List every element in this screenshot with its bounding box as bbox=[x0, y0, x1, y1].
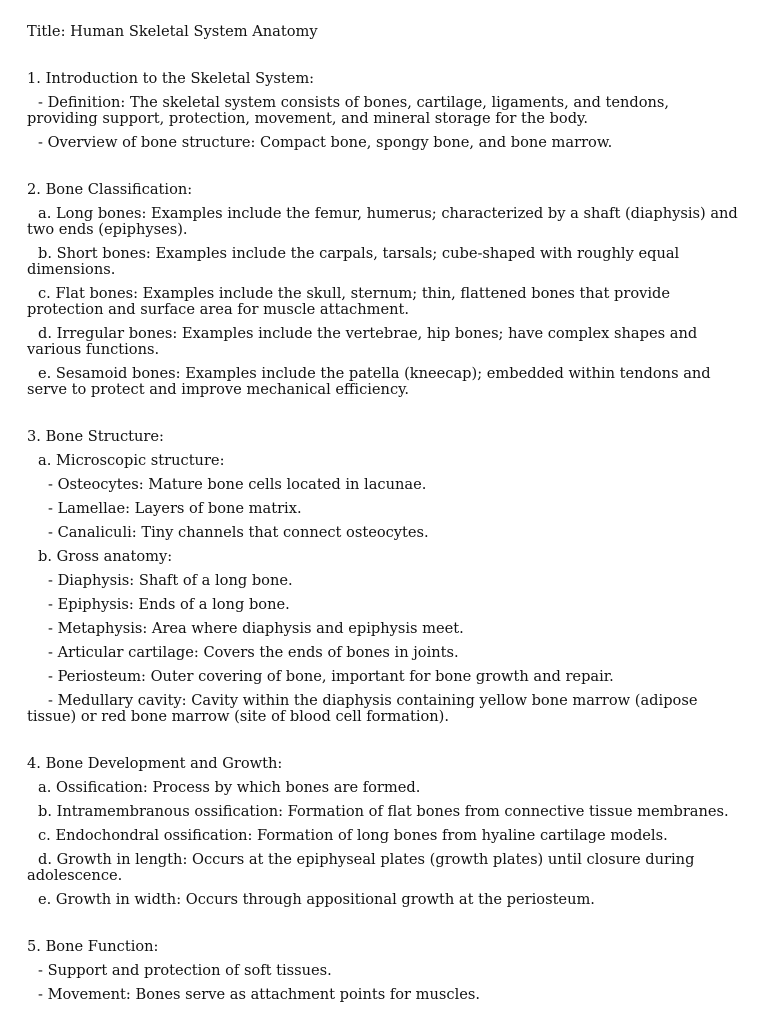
list-item: - Diaphysis: Shaft of a long bone. bbox=[48, 572, 293, 589]
list-item: c. Flat bones: Examples include the skull, sternum; thin, flattened bones that provide protection and surface area for muscle attachment. bbox=[27, 285, 675, 318]
list-item: - Articular cartilage: Covers the ends of bones in joints. bbox=[48, 644, 459, 661]
section-heading: 3. Bone Structure: bbox=[27, 428, 164, 445]
list-item: - Osteocytes: Mature bone cells located in lacunae. bbox=[48, 476, 427, 493]
list-item: a. Ossification: Process by which bones are formed. bbox=[38, 779, 421, 796]
section-bone-development bbox=[27, 756, 743, 908]
list-item: d. Growth in length: Occurs at the epiphyseal plates (growth plates) until closure during adolescence. bbox=[27, 851, 700, 884]
section-bone-function bbox=[27, 939, 743, 1003]
list-item: - Lamellae: Layers of bone matrix. bbox=[48, 500, 302, 517]
list-item: d. Irregular bones: Examples include the vertebrae, hip bones; have complex shapes and various functions. bbox=[27, 325, 702, 358]
list-item: b. Intramembranous ossification: Formation of flat bones from connective tissue membranes. bbox=[38, 803, 729, 820]
list-item: b. Gross anatomy: bbox=[38, 548, 173, 565]
list-item: - Medullary cavity: Cavity within the diaphysis containing yellow bone marrow (adipose tissue) or red bone marrow (site of blood cell formation). bbox=[27, 692, 703, 725]
section-bone-classification bbox=[27, 182, 743, 398]
list-item: a. Long bones: Examples include the femur, humerus; characterized by a shaft (diaphysis) and two ends (epiphyses). bbox=[27, 205, 743, 238]
section-heading: 4. Bone Development and Growth: bbox=[27, 755, 283, 772]
list-item: a. Microscopic structure: bbox=[38, 452, 225, 469]
section-bone-structure bbox=[27, 429, 743, 725]
list-item: - Canaliculi: Tiny channels that connect osteocytes. bbox=[48, 524, 429, 541]
list-item: e. Growth in width: Occurs through appositional growth at the periosteum. bbox=[38, 891, 595, 908]
section-heading: 1. Introduction to the Skeletal System: bbox=[27, 70, 315, 87]
list-item: - Metaphysis: Area where diaphysis and epiphysis meet. bbox=[48, 620, 464, 637]
list-item: - Movement: Bones serve as attachment points for muscles. bbox=[38, 986, 481, 1003]
document-title: Title: Human Skeletal System Anatomy bbox=[27, 23, 318, 40]
section-heading: 2. Bone Classification: bbox=[27, 181, 193, 198]
list-item: - Overview of bone structure: Compact bone, spongy bone, and bone marrow. bbox=[38, 134, 613, 151]
list-item: c. Endochondral ossification: Formation of long bones from hyaline cartilage models. bbox=[38, 827, 668, 844]
section-introduction bbox=[27, 71, 743, 151]
list-item: - Definition: The skeletal system consists of bones, cartilage, ligaments, and tendons, providing support, protection, movement, and mineral storage for the body. bbox=[27, 94, 674, 127]
list-item: e. Sesamoid bones: Examples include the patella (kneecap); embedded within tendons and serve to protect and improve mechanical efficiency. bbox=[27, 365, 716, 398]
section-heading: 5. Bone Function: bbox=[27, 938, 159, 955]
list-item: b. Short bones: Examples include the carpals, tarsals; cube-shaped with roughly equal dimensions. bbox=[27, 245, 684, 278]
list-item: - Epiphysis: Ends of a long bone. bbox=[48, 596, 290, 613]
list-item: - Periosteum: Outer covering of bone, important for bone growth and repair. bbox=[48, 668, 614, 685]
list-item: - Support and protection of soft tissues. bbox=[38, 962, 332, 979]
document-page bbox=[27, 24, 743, 1003]
